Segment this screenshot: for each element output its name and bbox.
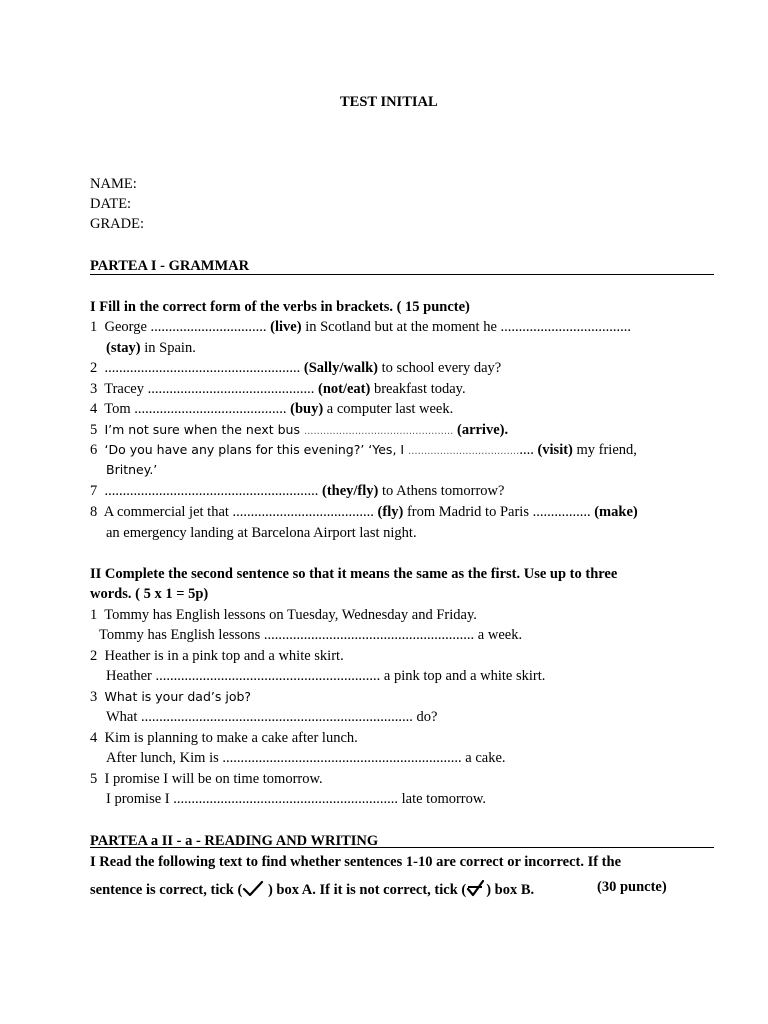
ex1-line-1 — [90, 320, 631, 335]
item-text: from Madrid to Paris ................ — [403, 504, 595, 520]
ex2-item-1-question — [90, 608, 477, 623]
ex2-item-2-question — [90, 649, 344, 664]
item-text: A commercial jet that ....................................... — [103, 504, 378, 520]
item-text: my friend, — [572, 442, 637, 458]
verb-hint: (they/fly) — [322, 483, 379, 499]
part2-instruction-cont — [90, 880, 534, 902]
item-text: I promise I will be on time tomorrow. — [104, 771, 323, 787]
ex2-item-5-question — [90, 772, 323, 787]
part2-instruction: I Read the following text to find whether sentences 1-10 are correct or incorrect. If the — [90, 854, 622, 870]
name-field: NAME: — [90, 176, 137, 192]
ex2-item-5-answer: I promise I .............................................................. late tomorrow. — [106, 791, 487, 807]
ex2-item-2-answer: Heather .............................................................. a pink top and a white skirt. — [106, 668, 546, 684]
verb-hint: (buy) — [290, 401, 324, 417]
instruction-text: ) box B. — [486, 882, 535, 898]
verb-hint: (stay) — [106, 340, 141, 356]
ex1-line-6 — [90, 443, 637, 458]
item-number: 3 — [90, 689, 98, 705]
part1-heading: PARTEA I - GRAMMAR — [90, 258, 250, 274]
item-number: 1 — [90, 319, 98, 335]
item-number: 2 — [90, 648, 98, 664]
item-number: 5 — [90, 422, 98, 438]
verb-hint: (make) — [594, 504, 638, 520]
item-text: in Spain. — [140, 340, 196, 356]
ex1-line-8-cont: an emergency landing at Barcelona Airport last night. — [106, 525, 417, 541]
verb-hint: (visit) — [537, 442, 573, 458]
item-text: What is your dad’s job? — [104, 689, 252, 704]
ex1-line-1-cont — [106, 341, 196, 356]
item-text: George ................................ — [104, 319, 271, 335]
item-number: 4 — [90, 730, 98, 746]
ex1-line-5 — [90, 423, 508, 438]
cross-tick-icon — [466, 880, 486, 902]
item-number: 1 — [90, 607, 98, 623]
answer-dots: ............................................... — [303, 426, 454, 437]
item-text: to Athens tomorrow? — [378, 483, 505, 499]
item-text: in Scotland but at the moment he .................................... — [301, 319, 632, 335]
ex2-item-4-answer: After lunch, Kim is .................................................................. a cake. — [106, 750, 506, 766]
page-title: TEST INITIAL — [340, 94, 438, 110]
grade-field: GRADE: — [90, 216, 144, 232]
verb-hint: (Sally/walk) — [303, 360, 378, 376]
item-text: I’m not sure when the next bus — [104, 422, 304, 437]
ex1-line-2 — [90, 361, 501, 376]
verb-hint: (not/eat) — [317, 381, 371, 397]
item-text: Tracey .............................................. — [104, 381, 318, 397]
ex1-line-6-cont: Britney.’ — [106, 462, 158, 477]
verb-hint: (arrive). — [453, 422, 509, 438]
part1-rule — [90, 274, 714, 275]
ex1-line-7 — [90, 484, 504, 499]
item-number: 2 — [90, 360, 98, 376]
tick-icon — [242, 880, 264, 902]
item-text: Tom .......................................... — [104, 401, 291, 417]
ex2-item-4-question — [90, 731, 358, 746]
ex2-instruction-cont: words. ( 5 x 1 = 5p) — [90, 586, 209, 602]
part2-points: (30 puncte) — [597, 879, 667, 895]
ex2-item-1-answer: Tommy has English lessons .......................................................... a week. — [99, 627, 523, 643]
instruction-text: sentence is correct, tick ( — [90, 882, 243, 898]
ex2-item-3-answer: What ........................................................................... do? — [106, 709, 438, 725]
ex1-instruction: I Fill in the correct form of the verbs in brackets. ( 15 puncte) — [90, 299, 470, 315]
item-number: 7 — [90, 483, 98, 499]
date-field: DATE: — [90, 196, 132, 212]
ex2-instruction: II Complete the second sentence so that it means the same as the first. Use up to three — [90, 566, 618, 582]
item-number: 4 — [90, 401, 98, 417]
item-text: breakfast today. — [370, 381, 466, 397]
ex1-line-4 — [90, 402, 453, 417]
item-text: a computer last week. — [323, 401, 454, 417]
item-number: 5 — [90, 771, 98, 787]
item-text: ........................................................... — [104, 483, 322, 499]
item-text: Heather is in a pink top and a white skirt. — [104, 648, 344, 664]
instruction-text: ) box A. If it is not correct, tick ( — [264, 882, 467, 898]
item-text: Kim is planning to make a cake after lunch. — [104, 730, 358, 746]
ex1-line-3 — [90, 382, 466, 397]
item-text: ...................................................... — [104, 360, 304, 376]
part2-heading: PARTEA a II - a - READING AND WRITING — [90, 833, 379, 849]
verb-hint: (live) — [270, 319, 302, 335]
answer-dots: .... — [519, 442, 538, 458]
ex2-item-3-question — [90, 690, 251, 705]
item-text: ‘Do you have any plans for this evening?’ ‘Yes, I — [104, 442, 409, 457]
answer-dots: ................................... — [408, 446, 520, 457]
part2-rule — [90, 847, 714, 848]
item-number: 3 — [90, 381, 98, 397]
item-text: to school every day? — [378, 360, 502, 376]
verb-hint: (fly) — [377, 504, 404, 520]
item-number: 8 — [90, 504, 98, 520]
item-number: 6 — [90, 442, 98, 458]
item-text: Tommy has English lessons on Tuesday, Wednesday and Friday. — [104, 607, 477, 623]
ex1-line-8 — [90, 505, 638, 520]
